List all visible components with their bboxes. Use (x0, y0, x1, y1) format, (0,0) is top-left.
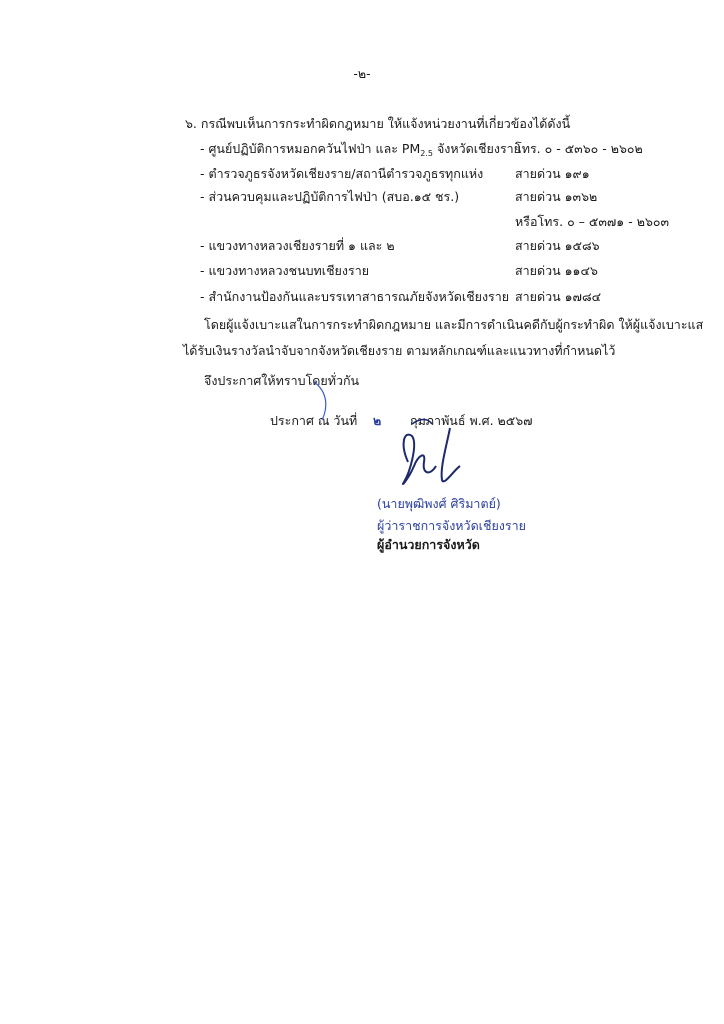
page-number: -๒- (353, 66, 371, 81)
contact-value-2: สายด่วน ๑๓๖๒ (515, 189, 598, 204)
contact-name-1: - ตำรวจภูธรจังหวัดเชียงราย/สถานีตำรวจภูธรทุกแห่ง (200, 166, 484, 181)
date-suffix: กุมภาพันธ์ พ.ศ. ๒๕๖๗ (410, 413, 533, 428)
contact-value-3: หรือโทร. ๐ – ๕๓๗๑ - ๒๖๐๓ (515, 214, 670, 229)
contact-name-0: - ศูนย์ปฏิบัติการหมอกควันไฟป่า และ $PM_{2.5}$ จังหวัดเชียงราย (200, 141, 522, 158)
signer-title: ผู้ว่าราชการจังหวัดเชียงราย (377, 518, 526, 533)
signature-drawing (300, 370, 540, 510)
contact-value-5: สายด่วน ๑๑๔๖ (515, 263, 598, 278)
date-day-handwritten: ๒ (373, 413, 382, 428)
contact-name-4: - แขวงทางหลวงเชียงรายที่ ๑ และ ๒ (200, 238, 395, 253)
contact-name-2: - ส่วนควบคุมและปฏิบัติการไฟป่า (สบอ.๑๕ ชร.) (200, 189, 460, 204)
contact-name-5: - แขวงทางหลวงชนบทเชียงราย (200, 263, 370, 278)
reward-paragraph-line2: ได้รับเงินรางวัลนำจับจากจังหวัดเชียงราย ตามหลักเกณฑ์และแนวทางที่กำหนดไว้ (183, 343, 616, 358)
reward-paragraph-line1: โดยผู้แจ้งเบาะแสในการกระทำผิดกฎหมาย และมีการดำเนินคดีกับผู้กระทำผิด ให้ผู้แจ้งเบาะแส (204, 317, 704, 332)
contact-value-0: โทร. ๐ - ๕๓๖๐ - ๒๖๐๒ (515, 141, 643, 156)
date-prefix: ประกาศ ณ วันที่ (270, 413, 358, 428)
signer-name: (นายพุฒิพงศ์ ศิริมาตย์) (377, 496, 501, 511)
closing-line: จึงประกาศให้ทราบโดยทั่วกัน (204, 373, 360, 388)
contact-name-6: - สำนักงานป้องกันและบรรเทาสาธารณภัยจังหวัดเชียงราย (200, 289, 510, 304)
contact-value-6: สายด่วน ๑๗๘๔ (515, 289, 602, 304)
signer-role: ผู้อำนวยการจังหวัด (377, 537, 480, 552)
contact-value-4: สายด่วน ๑๕๘๖ (515, 238, 600, 253)
contact-value-1: สายด่วน ๑๙๑ (515, 166, 590, 181)
section-heading: ๖. กรณีพบเห็นการกระทำผิดกฎหมาย ให้แจ้งหน่วยงานที่เกี่ยวข้องได้ดังนี้ (185, 116, 571, 131)
